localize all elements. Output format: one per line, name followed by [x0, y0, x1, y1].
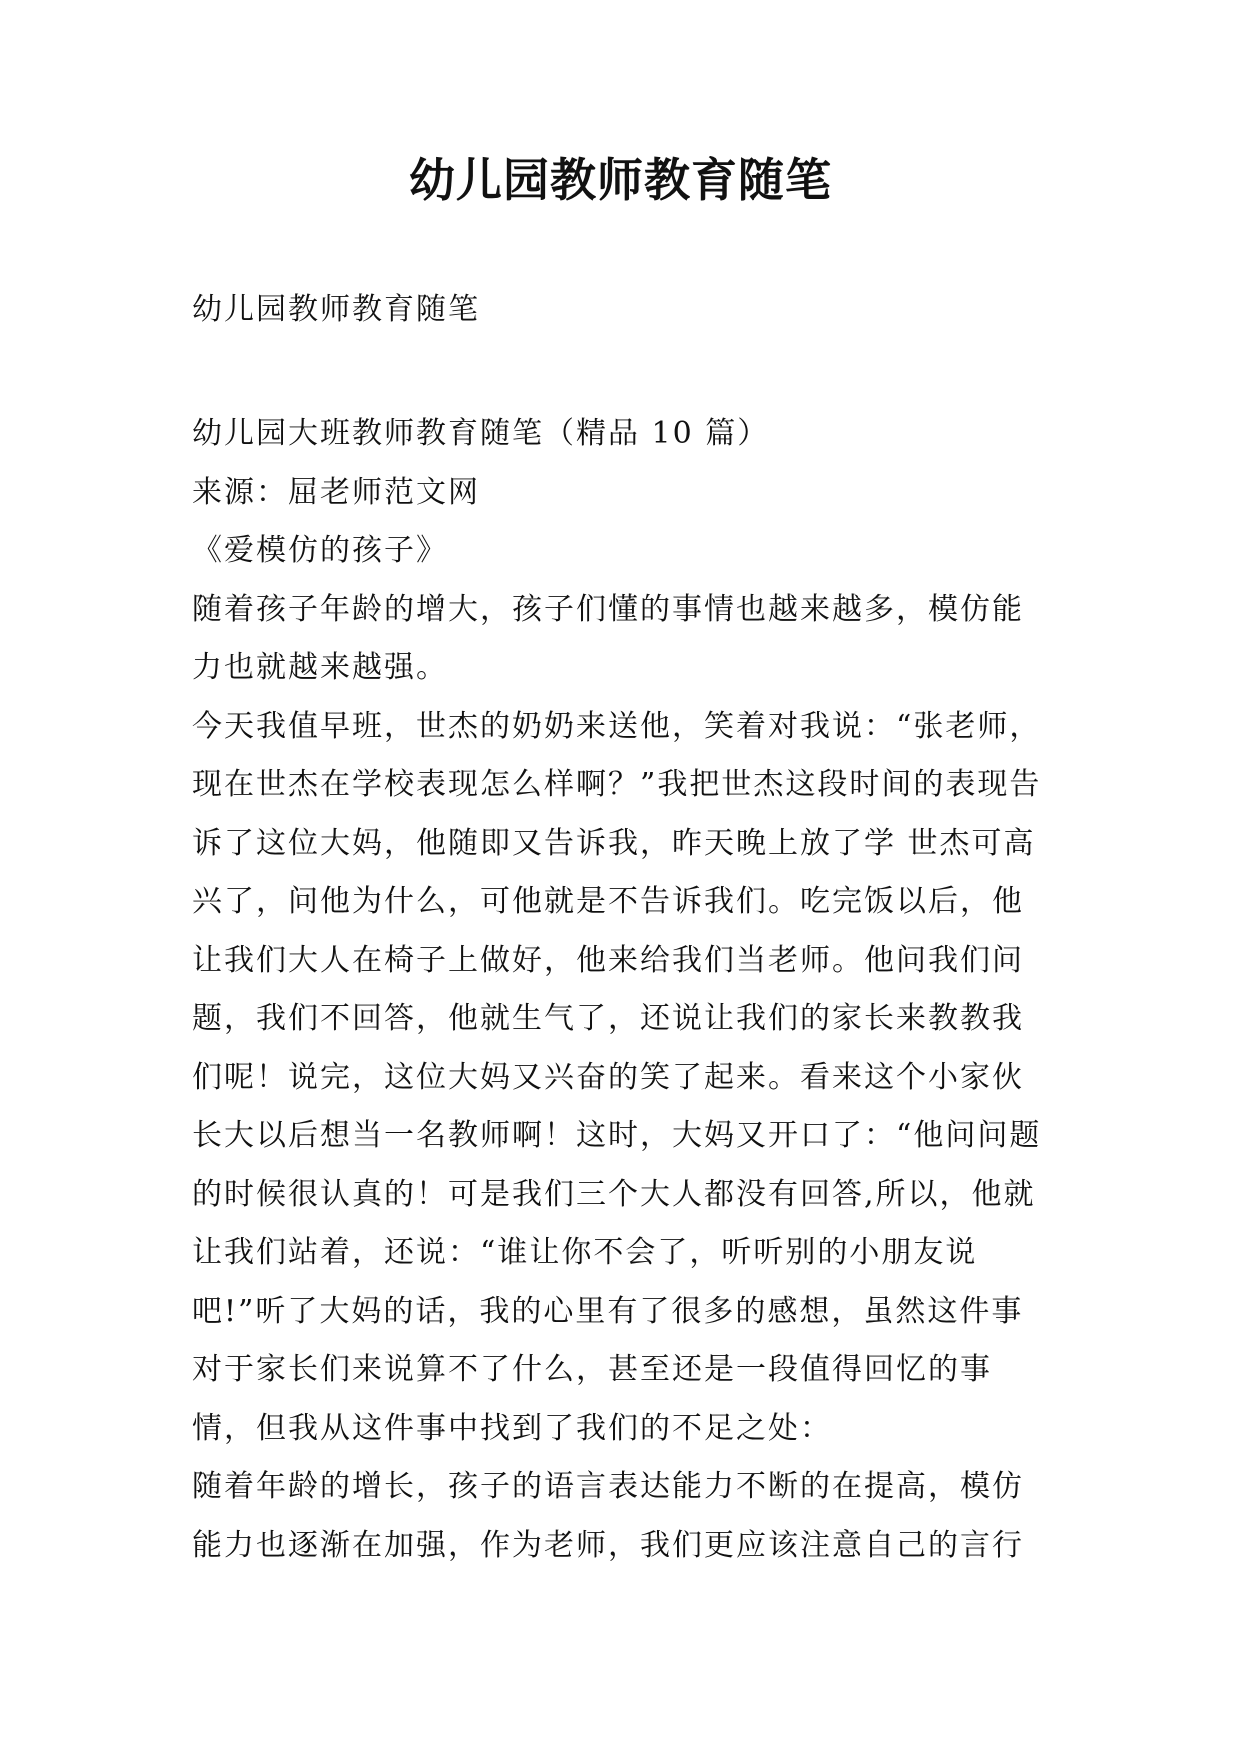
source-line: 来源：屈老师范文网	[192, 474, 480, 510]
body-paragraph: 今天我值早班，世杰的奶奶来送他，笑着对我说：“张老师，现在世杰在学校表现怎么样啊？”我把世杰这段时间的表现告诉了这位大妈，他随即又告诉我，昨天晚上放了学 世杰可高兴了，问他为什么，可他就是不告诉我们。吃完饭以后，他让我们大人在椅子上做好，他来给我们当老师。他问我们问题，我们不回答，他就生气了，还说让我们的家长来教教我们呢！说完，这位大妈又兴奋的笑了起来。看来这个小家伙长大以后想当一名教师啊！这时，大妈又开口了：“他问问题的时候很认真的！可是我们三个大人都没有回答,所以，他就让我们站着，还说：“谁让你不会了，听听别的小朋友说吧!”听了大妈的话，我的心里有了很多的感想，虽然这件事对于家长们来说算不了什么，甚至还是一段值得回忆的事情，但我从这件事中找到了我们的不足之处：	[192, 708, 1042, 1446]
document-body	[192, 405, 1052, 1575]
article-collection-title: 幼儿园大班教师教育随笔（精品 10 篇）	[192, 416, 770, 451]
article-title: 《爱模仿的孩子》	[192, 533, 448, 568]
document-title: 幼儿园教师教育随笔	[409, 153, 832, 207]
body-paragraph: 随着孩子年龄的增大，孩子们懂的事情也越来越多，模仿能力也就越来越强。	[192, 591, 1024, 685]
body-paragraph: 随着年龄的增长，孩子的语言表达能力不断的在提高，模仿能力也逐渐在加强，作为老师，我们更应该注意自己的言行	[192, 1469, 1024, 1563]
document-subtitle: 幼儿园教师教育随笔	[192, 292, 480, 327]
